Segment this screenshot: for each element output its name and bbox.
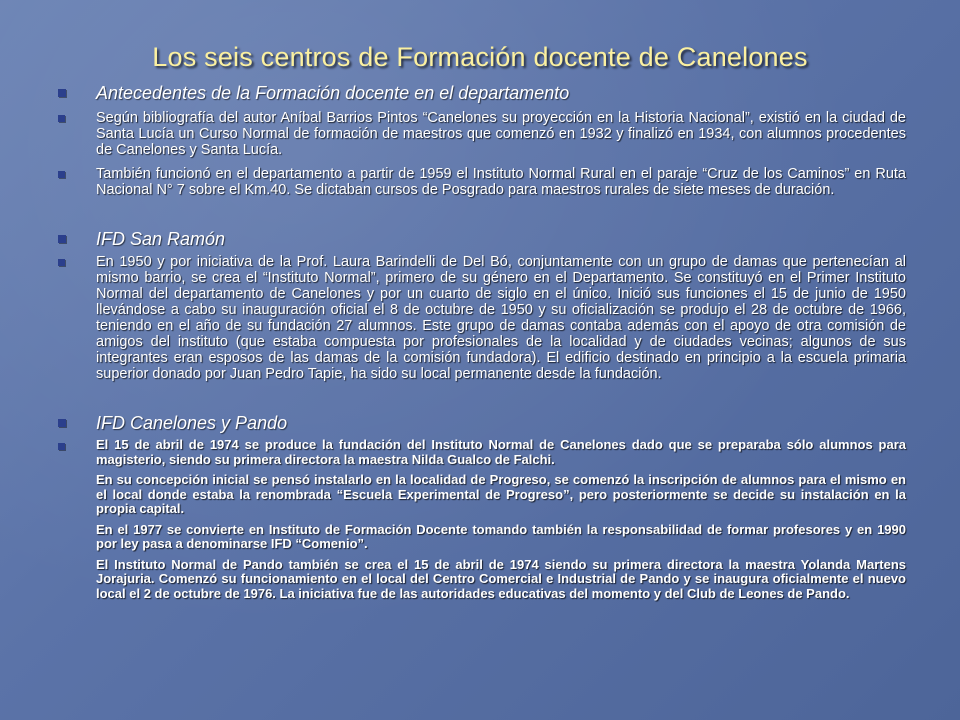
- square-bullet-icon: [58, 235, 66, 243]
- square-bullet-icon: [58, 171, 65, 178]
- slide-title: Los seis centros de Formación docente de Canelones: [152, 42, 808, 72]
- square-bullet-icon: [58, 89, 66, 97]
- paragraph-santa-lucia: [58, 110, 906, 158]
- paragraph-text: El 15 de abril de 1974 se produce la fundación del Instituto Normal de Canelones dado que se preparaba sólo alumnos para magisterio, siendo su primera directora la maestra Nilda Gualco de Falchi.: [96, 437, 906, 467]
- paragraph-san-ramon: [58, 254, 906, 382]
- paragraph-text: También funcionó en el departamento a partir de 1959 el Instituto Normal Rural en el paraje “Cruz de los Caminos” en Ruta Nacional N° 7 sobre el Km.40. Se dictaban cursos de Posgrado para maestros rurales de siete meses de duración.: [96, 166, 906, 198]
- paragraph-instituto-rural: [58, 166, 906, 198]
- section-heading-san-ramon: [58, 228, 906, 250]
- paragraph-pando: [58, 558, 906, 602]
- paragraph-text: En el 1977 se convierte en Instituto de Formación Docente tomando también la responsabilidad de formar profesores y en 1990 por ley pasa a denominarse IFD “Comenio”.: [96, 521, 906, 551]
- paragraph-canelones-fundacion: [58, 438, 906, 467]
- paragraph-text: En su concepción inicial se pensó instalarlo en la localidad de Progreso, se comenzó la inscripción de alumnos para el mismo en el local donde estaba la renombrada “Escuela Experimental de Progreso”, pero posteriormente se decide su instalación en la propia capital.: [96, 472, 906, 516]
- section-heading-text: IFD San Ramón: [96, 229, 226, 249]
- paragraph-comenio: [58, 523, 906, 552]
- paragraph-progreso: [58, 473, 906, 517]
- section-heading-canelones-pando: [58, 412, 906, 434]
- section-heading-text: IFD Canelones y Pando: [96, 413, 288, 433]
- slide-content: [58, 82, 906, 601]
- square-bullet-icon: [58, 259, 65, 266]
- section-heading-antecedentes: [58, 82, 906, 104]
- square-bullet-icon: [58, 419, 66, 427]
- paragraph-text: El Instituto Normal de Pando también se crea el 15 de abril de 1974 siendo su primera directora la maestra Yolanda Martens Jorajuria. Comenzó su funcionamiento en el local del Centro Comercial e Industrial de Pando y se inaugura oficialmente el nuevo local el 2 de octubre de 1976. La iniciativa fue de las autoridades educativas del momento y del Club de Leones de Pando.: [96, 556, 906, 601]
- paragraph-text: En 1950 y por iniciativa de la Prof. Laura Barindelli de Del Bó, conjuntamente con un grupo de damas que pertenecían al mismo barrio, se crea el “Instituto Normal”, primero de su género en el Departamento. Se constituyó en el Primer Instituto Normal del departamento de Canelones y por un cuarto de siglo en el único. Inició sus funciones el 15 de junio de 1950 llevándose a cabo su inauguración oficial el 8 de octubre de 1950 y su oficialización se produjo el 28 de octubre de 1966, teniendo en el año de su fundación 27 alumnos. Este grupo de damas contaba además con el apoyo de otra comisión de amigos del instituto (que estaba compuesta por profesionales de la localidad y de ciudades vecinas; algunos de sus integrantes eran esposos de las damas de la comisión fundadora). El edificio destinado en principio a la escuela primaria superior donado por Juan Pedro Tapie, ha sido su local permanente desde la fundación.: [96, 254, 906, 382]
- paragraph-text: Según bibliografía del autor Aníbal Barrios Pintos “Canelones su proyección en la Historia Nacional”, existió en la ciudad de Santa Lucía un Curso Normal de formación de maestros que comenzó en 1932 y finalizó en 1934, con alumnos procedentes de Canelones y Santa Lucía.: [96, 110, 906, 158]
- square-bullet-icon: [58, 115, 65, 122]
- section-heading-text: Antecedentes de la Formación docente en el departamento: [96, 83, 570, 103]
- square-bullet-icon: [58, 443, 65, 450]
